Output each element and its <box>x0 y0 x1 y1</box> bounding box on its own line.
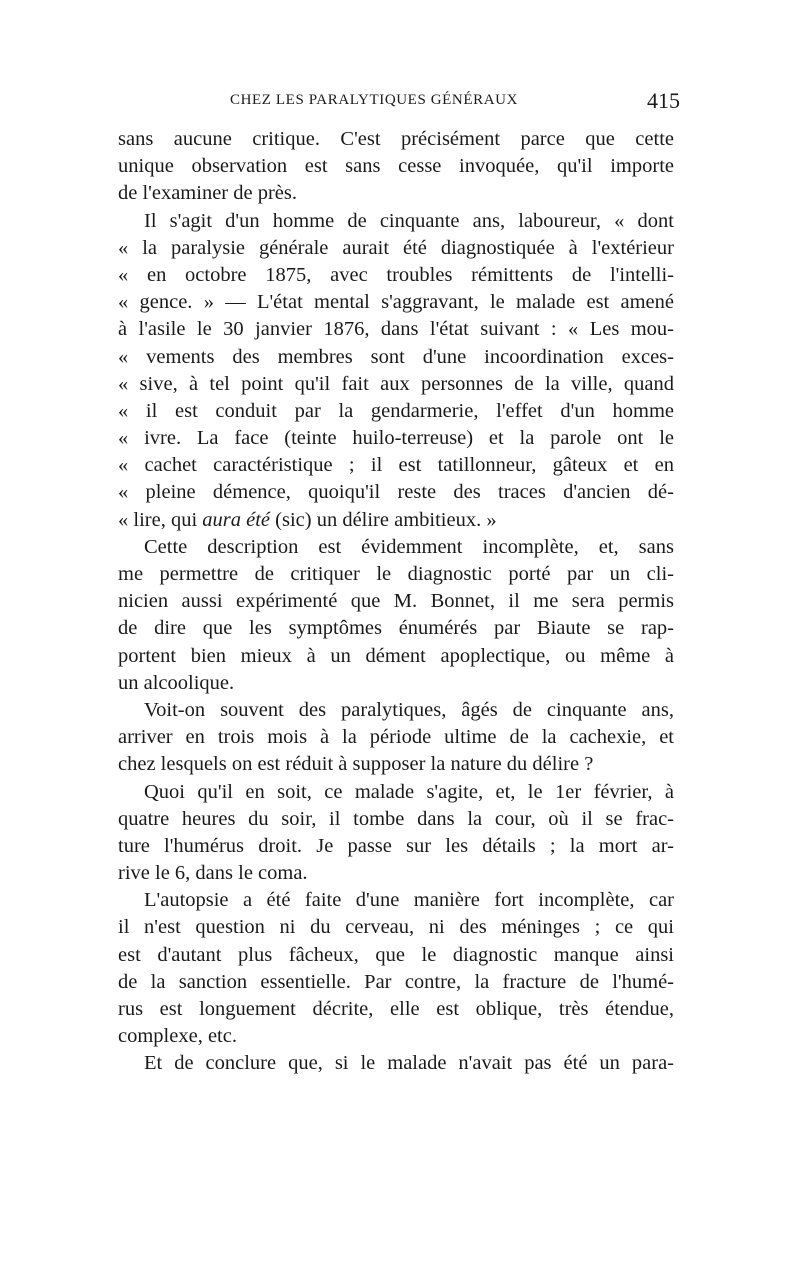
running-head: CHEZ LES PARALYTIQUES GÉNÉRAUX <box>230 92 519 108</box>
text-line: « pleine démence, quoiqu'il reste des traces d'ancien dé- <box>118 481 674 504</box>
text-line: « en octobre 1875, avec troubles rémittents de l'intelli- <box>118 263 674 286</box>
body-text <box>118 126 674 1078</box>
text-line <box>118 507 674 534</box>
text-line: rus est longuement décrite, elle est oblique, très étendue, <box>118 998 674 1020</box>
text-line: ture l'humérus droit. Je passe sur les détails ; la mort ar- <box>118 834 674 857</box>
text-line: « il est conduit par la gendarmerie, l'effet d'un homme <box>118 399 674 422</box>
text-line: Quoi qu'il en soit, ce malade s'agite, et, le 1er février, à <box>144 780 674 803</box>
text-line: sans aucune critique. C'est précisément parce que cette <box>118 128 674 150</box>
text-line: est d'autant plus fâcheux, que le diagnostic manque ainsi <box>118 943 674 966</box>
text-line: rive le 6, dans le coma. <box>118 862 308 885</box>
text-line: « gence. » — L'état mental s'aggravant, le malade est amené <box>118 291 674 314</box>
text-line: « la paralysie générale aurait été diagnostiquée à l'extérieur <box>118 236 674 259</box>
text-line: complexe, etc. <box>118 1025 237 1048</box>
text-line: « cachet caractéristique ; il est tatillonneur, gâteux et en <box>118 454 674 477</box>
text-line: Il s'agit d'un homme de cinquante ans, laboureur, « dont <box>144 209 674 232</box>
text-line: nicien aussi expérimenté que M. Bonnet, il me sera permis <box>118 590 674 613</box>
text-line: portent bien mieux à un dément apoplectique, ou même à <box>118 644 674 667</box>
text-line: Voit-on souvent des paralytiques, âgés de cinquante ans, <box>144 698 674 721</box>
text-line: arriver en trois mois à la période ultime de la cachexie, et <box>118 726 674 749</box>
text-line: « ivre. La face (teinte huilo-terreuse) et la parole ont le <box>118 427 674 450</box>
text-line: « vements des membres sont d'une incoordination exces- <box>118 345 674 368</box>
text-line: Cette description est évidemment incomplète, et, sans <box>144 535 674 558</box>
text-line: unique observation est sans cesse invoquée, qu'il importe <box>118 155 674 178</box>
text-line: me permettre de critiquer le diagnostic porté par un cli- <box>118 563 674 585</box>
text-line: il n'est question ni du cerveau, ni des méninges ; ce qui <box>118 916 674 939</box>
page-number: 415 <box>647 88 680 113</box>
page-header <box>118 88 684 122</box>
text-line: de dire que les symptômes énumérés par Biaute se rap- <box>118 617 674 640</box>
text-line: de l'examiner de près. <box>118 182 298 205</box>
text-line: à l'asile le 30 janvier 1876, dans l'état suivant : « Les mou- <box>118 318 674 341</box>
text-line: un alcoolique. <box>118 671 235 694</box>
text-segment: « lire, qui <box>118 508 203 531</box>
text-line: chez lesquels on est réduit à supposer la nature du délire ? <box>118 753 594 776</box>
italic-phrase: aura été <box>202 508 271 531</box>
text-line: Et de conclure que, si le malade n'avait pas été un para- <box>144 1052 674 1075</box>
text-line: de la sanction essentielle. Par contre, la fracture de l'humé- <box>118 970 674 993</box>
text-line: « sive, à tel point qu'il fait aux personnes de la ville, quand <box>118 372 674 395</box>
text-line: L'autopsie a été faite d'une manière fort incomplète, car <box>144 889 674 912</box>
text-line: quatre heures du soir, il tombe dans la cour, où il se frac- <box>118 807 674 830</box>
text-segment: (sic) un délire ambitieux. » <box>270 508 497 531</box>
